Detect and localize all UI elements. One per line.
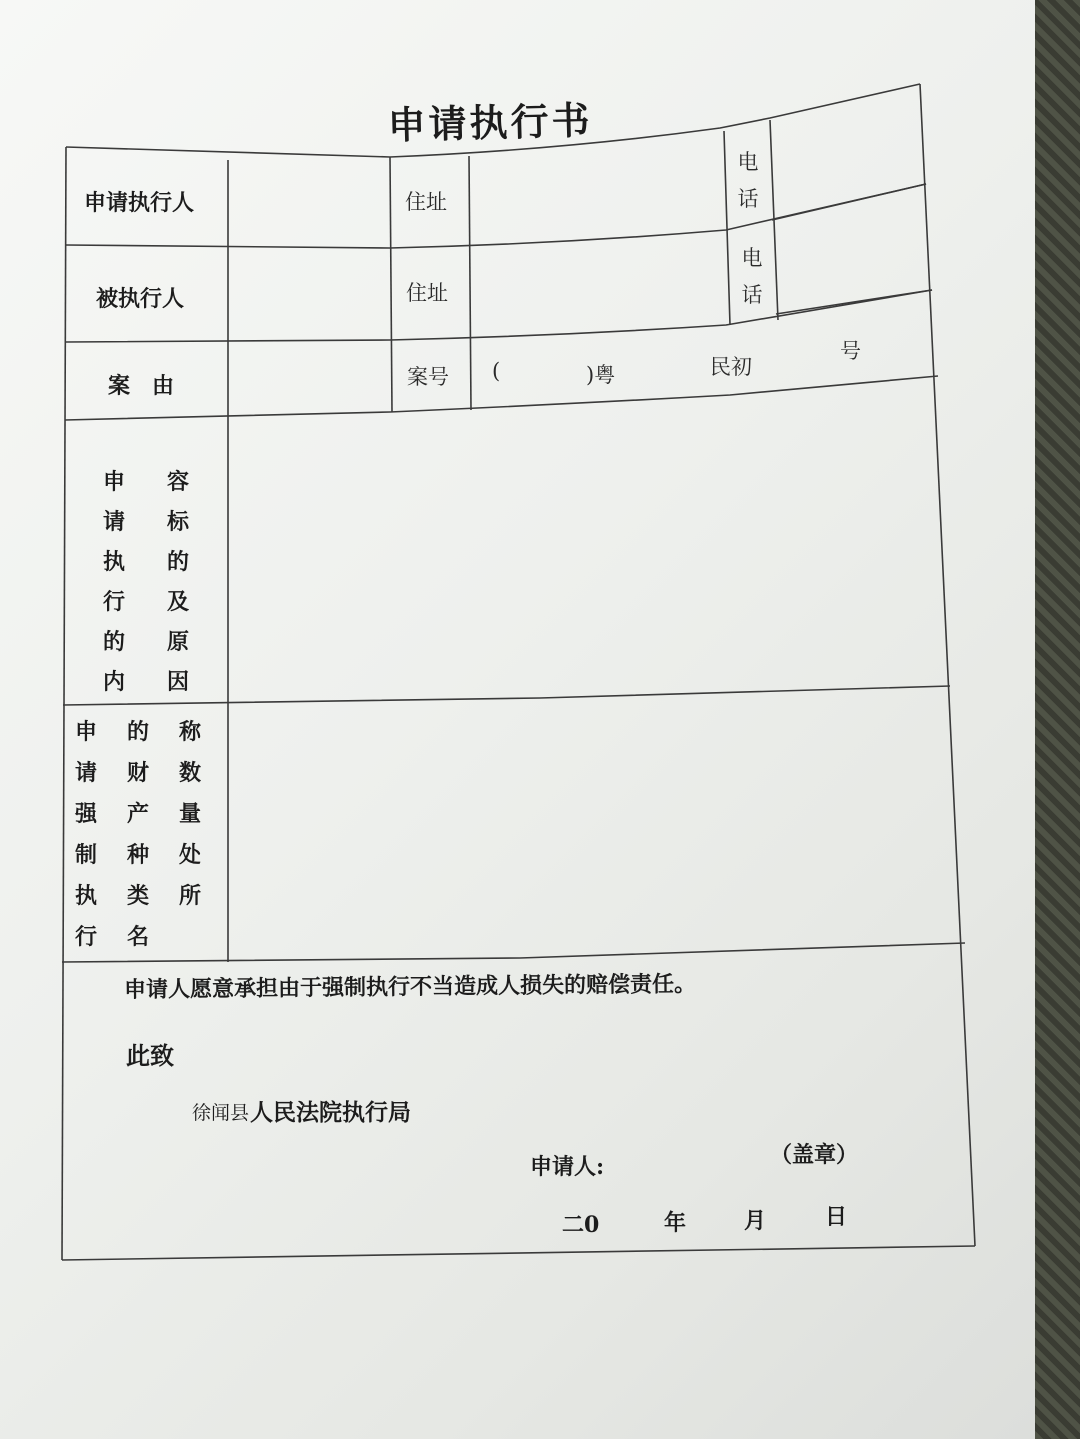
property-label-col2: 的财产种类名: [126, 719, 149, 950]
property-field[interactable]: [234, 706, 952, 946]
cause-label: 案 由: [108, 373, 175, 399]
recipient-court: 人民法院执行局: [250, 1099, 411, 1126]
case-number-civil-first: 民初: [710, 355, 752, 379]
cause-field[interactable]: [232, 346, 386, 408]
col-line-mid: [390, 157, 392, 412]
content-label-col1: 申请执行的内: [102, 469, 125, 695]
form-border-left: [62, 147, 66, 1260]
applicant-phone-field[interactable]: [778, 128, 920, 214]
respondent-label: 被执行人: [96, 286, 185, 312]
col-line-addr: [469, 156, 471, 410]
applicant-sign-label: 申请人:: [530, 1154, 605, 1180]
row-line-3: [65, 376, 938, 420]
property-label-col1: 申请强制执行: [74, 719, 97, 950]
date-month-label: 月: [744, 1208, 767, 1234]
form-border-bottom: [62, 1246, 975, 1260]
respondent-phone-field[interactable]: [782, 224, 926, 310]
date-year-prefix: 二0: [562, 1212, 600, 1238]
applicant-phone-label: 电话: [737, 150, 759, 211]
salutation: 此致: [126, 1041, 174, 1070]
property-label-col3: 称数量处所: [178, 719, 201, 909]
case-number-suffix: 号: [840, 339, 861, 363]
content-label-col2: 容标的及原因: [166, 469, 189, 695]
seal-label: （盖章）: [770, 1142, 859, 1168]
respondent-phone-label: 电话: [741, 246, 763, 307]
respondent-address-field[interactable]: [476, 246, 724, 332]
applicant-name-field[interactable]: [232, 162, 386, 242]
liability-statement: 申请人愿意承担由于强制执行不当造成人损失的赔偿责任。: [123, 971, 697, 1003]
form-border-top-left: [66, 147, 390, 157]
respondent-name-field[interactable]: [232, 252, 386, 336]
col-line-phone-a: [724, 131, 730, 325]
case-number-label: 案号: [407, 365, 449, 389]
case-number-close-paren: )粤: [586, 363, 616, 387]
respondent-address-label: 住址: [406, 281, 448, 305]
document-title: 申请执行书: [387, 97, 594, 148]
recipient-prefix: 徐闻县: [192, 1102, 250, 1124]
applicant-label: 申请执行人: [84, 190, 195, 216]
case-number-open-paren: (: [492, 359, 501, 383]
date-day-label: 日: [825, 1204, 848, 1230]
applicant-address-label: 住址: [405, 190, 447, 214]
applicant-sign-field[interactable]: [625, 1146, 775, 1178]
applicant-address-field[interactable]: [474, 150, 722, 238]
date-year-label: 年: [664, 1210, 687, 1236]
content-field[interactable]: [234, 420, 934, 690]
